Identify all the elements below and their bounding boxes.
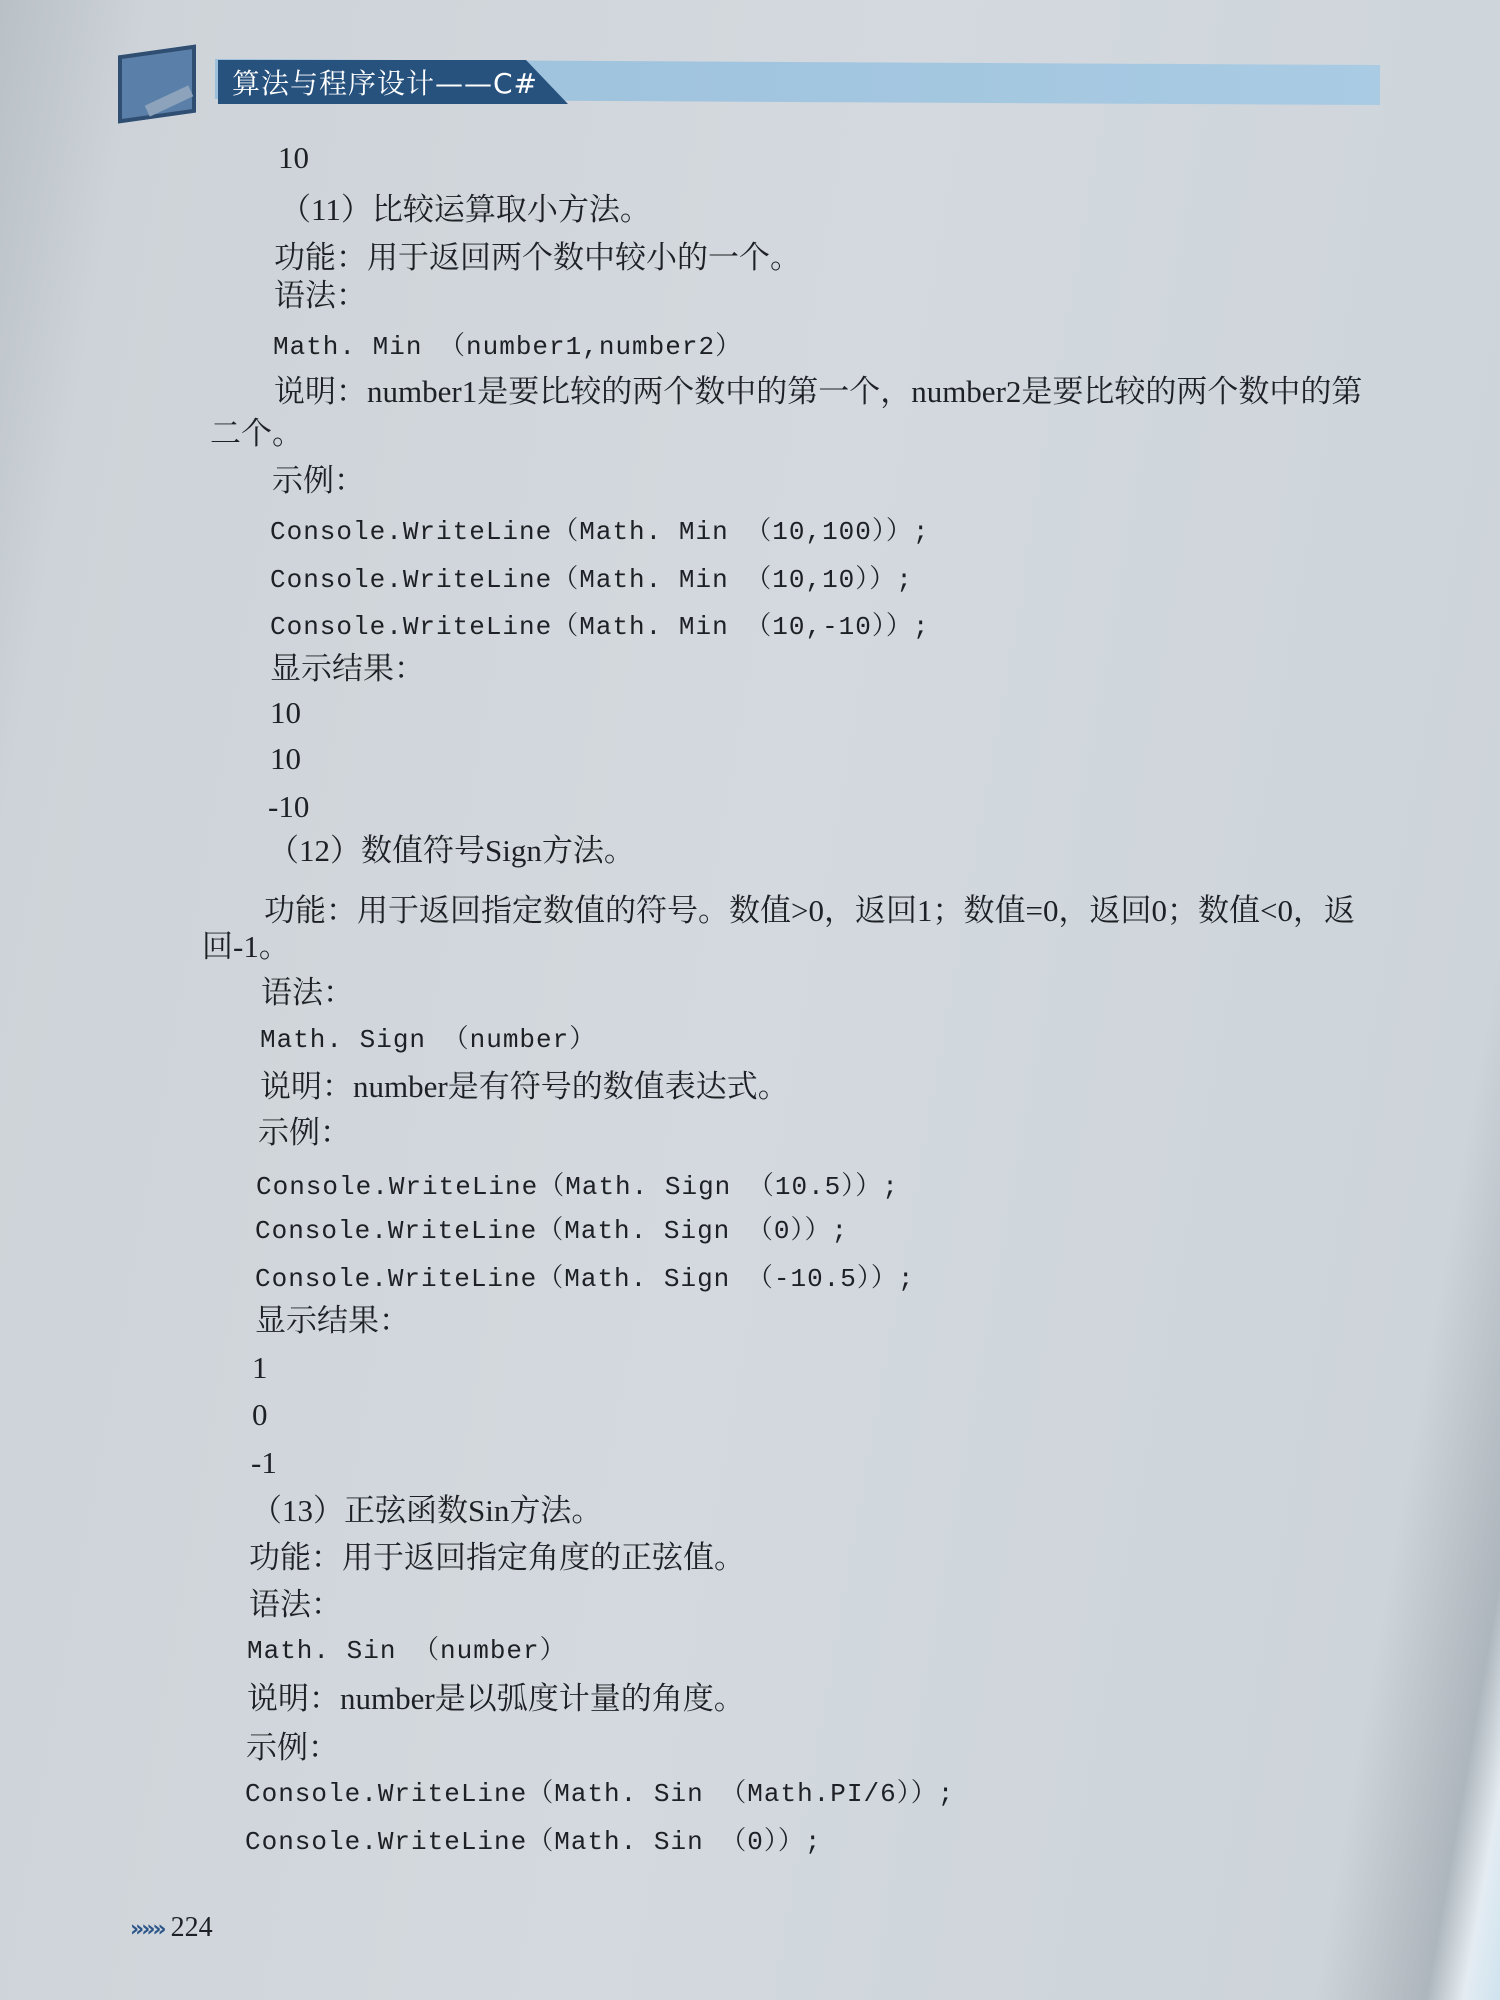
code-line: Console.WriteLine（Math. Min （10,100））;	[270, 517, 930, 547]
text-line: 10	[278, 140, 309, 175]
text-line: 语法：	[261, 975, 354, 1010]
text-line: 示例：	[258, 1115, 351, 1150]
text-line: 示例：	[272, 463, 365, 498]
text-line: （11）比较运算取小方法。	[280, 192, 651, 227]
text-line: 说明：number是有符号的数值表达式。	[260, 1069, 789, 1104]
text-line: 语法：	[249, 1587, 342, 1622]
text-line: （13）正弦函数Sin方法。	[251, 1493, 603, 1528]
text-line: （12）数值符号Sign方法。	[268, 833, 635, 868]
page-number: 224	[170, 1912, 213, 1943]
code-line: Console.WriteLine（Math. Sign （10.5））;	[256, 1172, 899, 1202]
text-line: 0	[252, 1397, 268, 1432]
code-line: Math. Sin （number）	[247, 1636, 567, 1666]
code-line: Console.WriteLine（Math. Min （10,10））;	[270, 565, 913, 595]
code-line: Console.WriteLine（Math. Sin （Math.PI/6））;	[245, 1779, 955, 1809]
code-line: Console.WriteLine（Math. Min （10,-10））;	[270, 612, 930, 642]
text-line: 说明：number是以弧度计量的角度。	[247, 1681, 745, 1716]
text-line: 二个。	[210, 416, 303, 451]
text-line: 示例：	[246, 1730, 339, 1765]
text-line: -10	[268, 789, 310, 824]
text-line: 10	[270, 741, 301, 776]
text-line: 说明：number1是要比较的两个数中的第一个，number2是要比较的两个数中的第	[274, 374, 1363, 409]
text-line: 功能：用于返回指定角度的正弦值。	[249, 1540, 745, 1575]
text-line: 回-1。	[202, 929, 290, 964]
text-line: 功能：用于返回指定数值的符号。数值>0，返回1；数值=0，返回0；数值<0，返	[264, 893, 1355, 928]
text-line: 语法：	[274, 278, 367, 313]
page-footer	[130, 1912, 213, 1944]
text-line: 显示结果：	[270, 651, 425, 686]
text-line: -1	[251, 1445, 277, 1480]
text-line: 显示结果：	[255, 1303, 410, 1338]
code-line: Console.WriteLine（Math. Sign （0））;	[255, 1216, 849, 1246]
code-line: Math. Sign （number）	[260, 1025, 597, 1055]
chevrons-icon: »»»	[130, 1917, 164, 1942]
code-line: Console.WriteLine（Math. Sign （-10.5））;	[255, 1264, 915, 1294]
text-line: 1	[252, 1350, 268, 1385]
text-line: 10	[270, 695, 301, 730]
book-title: 算法与程序设计——C#	[232, 67, 539, 100]
code-line: Math. Min （number1,number2）	[273, 332, 743, 362]
code-line: Console.WriteLine（Math. Sin （0））;	[245, 1827, 822, 1857]
text-line: 功能：用于返回两个数中较小的一个。	[274, 240, 801, 275]
